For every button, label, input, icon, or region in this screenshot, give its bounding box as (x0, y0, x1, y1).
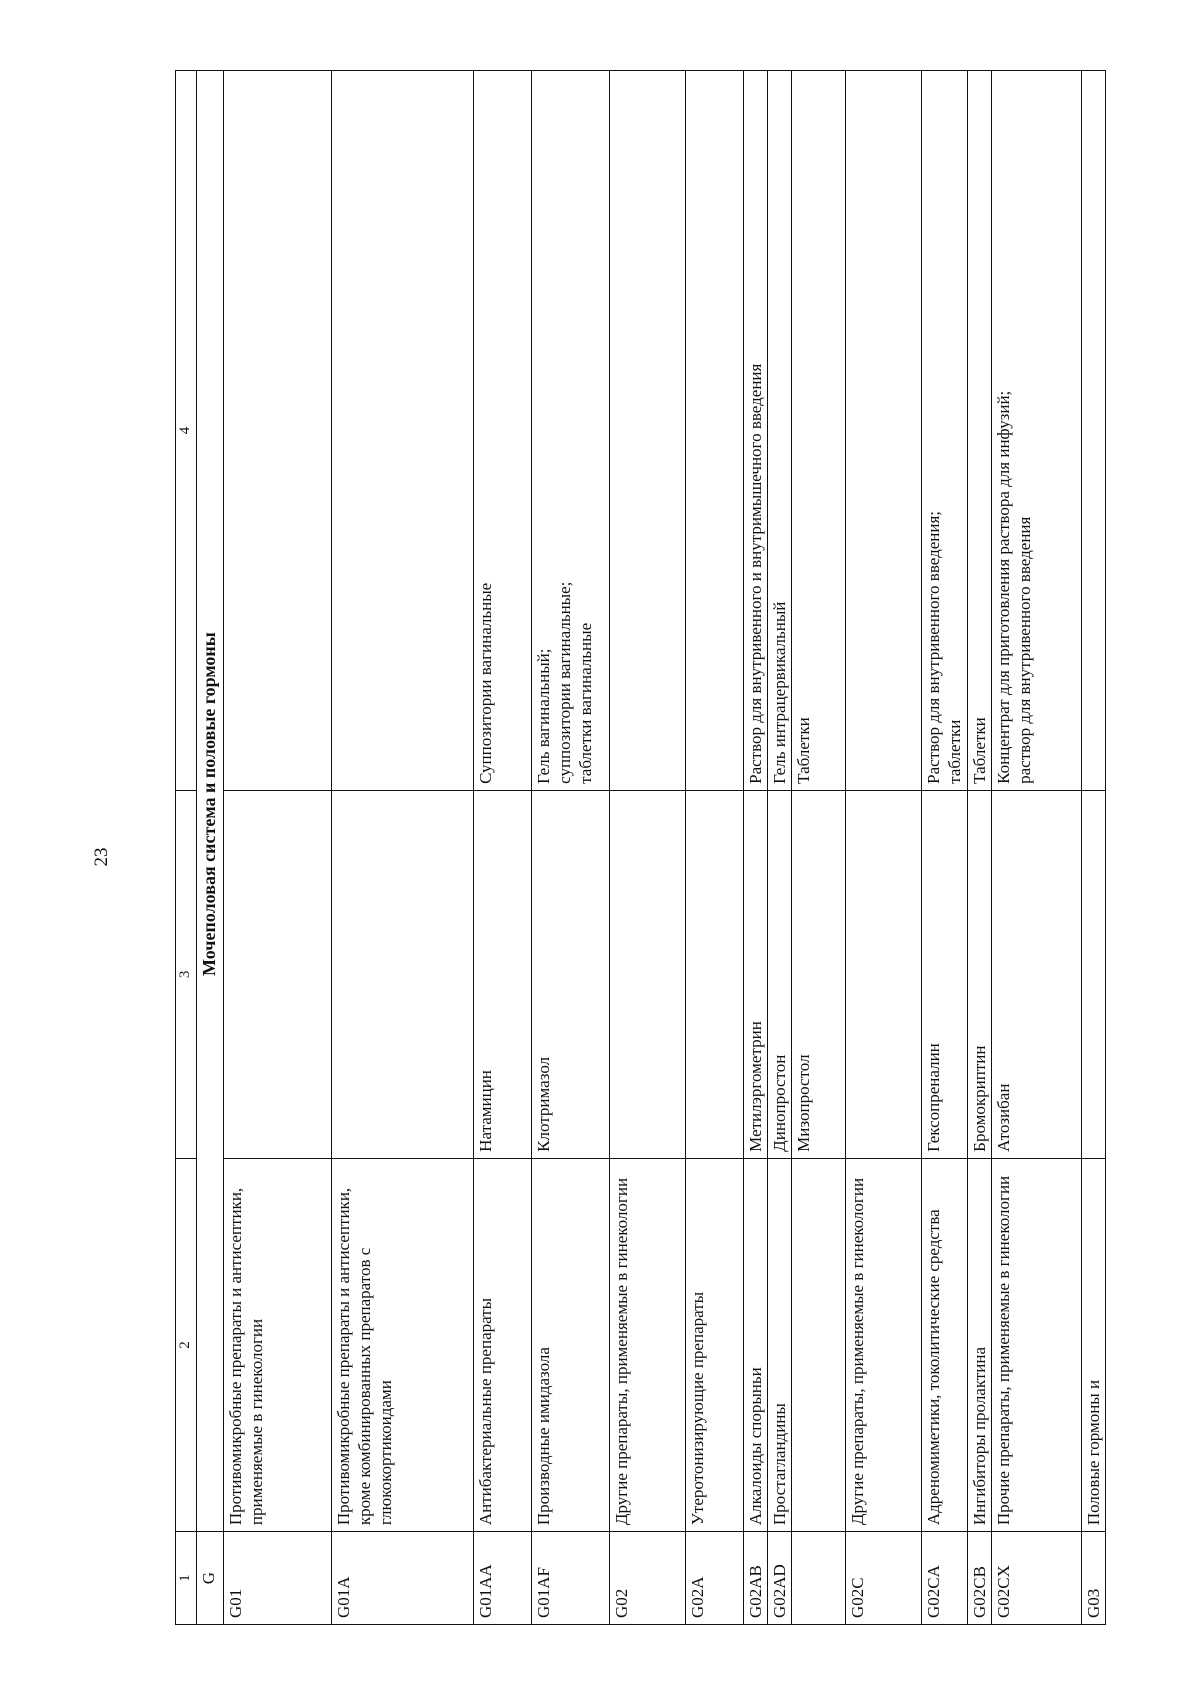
column-number: 2 (176, 1158, 197, 1531)
dosage-form-cell: Суппозитории вагинальные (474, 71, 532, 791)
table-row (922, 71, 968, 1625)
atc-code-cell (792, 1532, 846, 1625)
table-row (846, 71, 922, 1625)
drug-name-cell (224, 790, 332, 1158)
drug-name-cell: Динопростон (768, 790, 792, 1158)
drug-name-cell: Бромокриптин (968, 790, 992, 1158)
table-row (532, 71, 610, 1625)
table-row (332, 71, 474, 1625)
atc-code-cell: G01 (224, 1532, 332, 1625)
atc-code-cell: G01A (332, 1532, 474, 1625)
group-name-cell: Простагландины (768, 1158, 792, 1531)
group-name-cell: Половые гормоны и (1082, 1158, 1106, 1531)
group-name-cell: Другие препараты, применяемые в гинекологии (846, 1158, 922, 1531)
atc-code-cell: G03 (1082, 1532, 1106, 1625)
group-name-cell (792, 1158, 846, 1531)
page-number: 23 (91, 847, 112, 867)
atc-code-cell: G02CB (968, 1532, 992, 1625)
dosage-form-cell: Концентрат для приготовления раствора для инфузий; раствор для внутривенного введения (992, 71, 1082, 791)
dosage-form-cell: Раствор для внутривенного введения; таблетки (922, 71, 968, 791)
dosage-form-cell: Гель вагинальный; суппозитории вагинальные; таблетки вагинальные (532, 71, 610, 791)
drug-name-cell (846, 790, 922, 1158)
rotated-page-content (175, 70, 1104, 1625)
dosage-form-cell (1082, 71, 1106, 791)
section-row (197, 71, 224, 1625)
drug-name-cell: Мизопростол (792, 790, 846, 1158)
atc-code-cell: G02AD (768, 1532, 792, 1625)
atc-code-cell: G02AB (744, 1532, 768, 1625)
drug-name-cell (1082, 790, 1106, 1158)
drug-name-cell: Атозибан (992, 790, 1082, 1158)
group-name-cell: Антибактериальные препараты (474, 1158, 532, 1531)
dosage-form-cell: Таблетки (792, 71, 846, 791)
atc-code-cell: G01AA (474, 1532, 532, 1625)
dosage-form-cell (686, 71, 744, 791)
group-name-cell: Адреномиметики, токолитические средства (922, 1158, 968, 1531)
atc-code-cell: G01AF (532, 1532, 610, 1625)
table-row (1082, 71, 1106, 1625)
drug-name-cell (610, 790, 686, 1158)
group-name-cell: Противомикробные препараты и антисептики, кроме комбинированных препаратов с глюкокортикоидами (332, 1158, 474, 1531)
atc-code-cell: G02CX (992, 1532, 1082, 1625)
group-name-cell: Ингибиторы пролактина (968, 1158, 992, 1531)
group-name-cell: Прочие препараты, применяемые в гинекологии (992, 1158, 1082, 1531)
group-name-cell: Утеротонизирующие препараты (686, 1158, 744, 1531)
column-number: 1 (176, 1532, 197, 1625)
table-row (686, 71, 744, 1625)
drug-name-cell (686, 790, 744, 1158)
atc-code-cell: G02CA (922, 1532, 968, 1625)
table-row (744, 71, 768, 1625)
table-row (224, 71, 332, 1625)
table-row (792, 71, 846, 1625)
drug-name-cell: Натамицин (474, 790, 532, 1158)
group-name-cell: Другие препараты, применяемые в гинекологии (610, 1158, 686, 1531)
atc-code-cell: G02C (846, 1532, 922, 1625)
dosage-form-cell: Таблетки (968, 71, 992, 791)
column-number-row (176, 71, 197, 1625)
column-number: 4 (176, 71, 197, 791)
table-row (768, 71, 792, 1625)
table-row (610, 71, 686, 1625)
dosage-form-cell (610, 71, 686, 791)
drug-name-cell: Гексопреналин (922, 790, 968, 1158)
dosage-form-cell (846, 71, 922, 791)
drug-name-cell: Метилэргометрин (744, 790, 768, 1158)
group-name-cell: Производные имидазола (532, 1158, 610, 1531)
section-title: Мочеполовая система и половые гормоны (197, 71, 224, 1532)
dosage-form-cell: Раствор для внутривенного и внутримышечного введения (744, 71, 768, 791)
group-name-cell: Алкалоиды спорыньи (744, 1158, 768, 1531)
section-code: G (197, 1532, 224, 1625)
dosage-form-cell (224, 71, 332, 791)
group-name-cell: Противомикробные препараты и антисептики, применяемые в гинекологии (224, 1158, 332, 1531)
table-row (968, 71, 992, 1625)
table-row (992, 71, 1082, 1625)
atc-code-cell: G02 (610, 1532, 686, 1625)
drug-register-table (175, 70, 1106, 1625)
drug-name-cell: Клотримазол (532, 790, 610, 1158)
table-row (474, 71, 532, 1625)
dosage-form-cell (332, 71, 474, 791)
dosage-form-cell: Гель интрацервикальный (768, 71, 792, 791)
drug-name-cell (332, 790, 474, 1158)
atc-code-cell: G02A (686, 1532, 744, 1625)
column-number: 3 (176, 790, 197, 1158)
